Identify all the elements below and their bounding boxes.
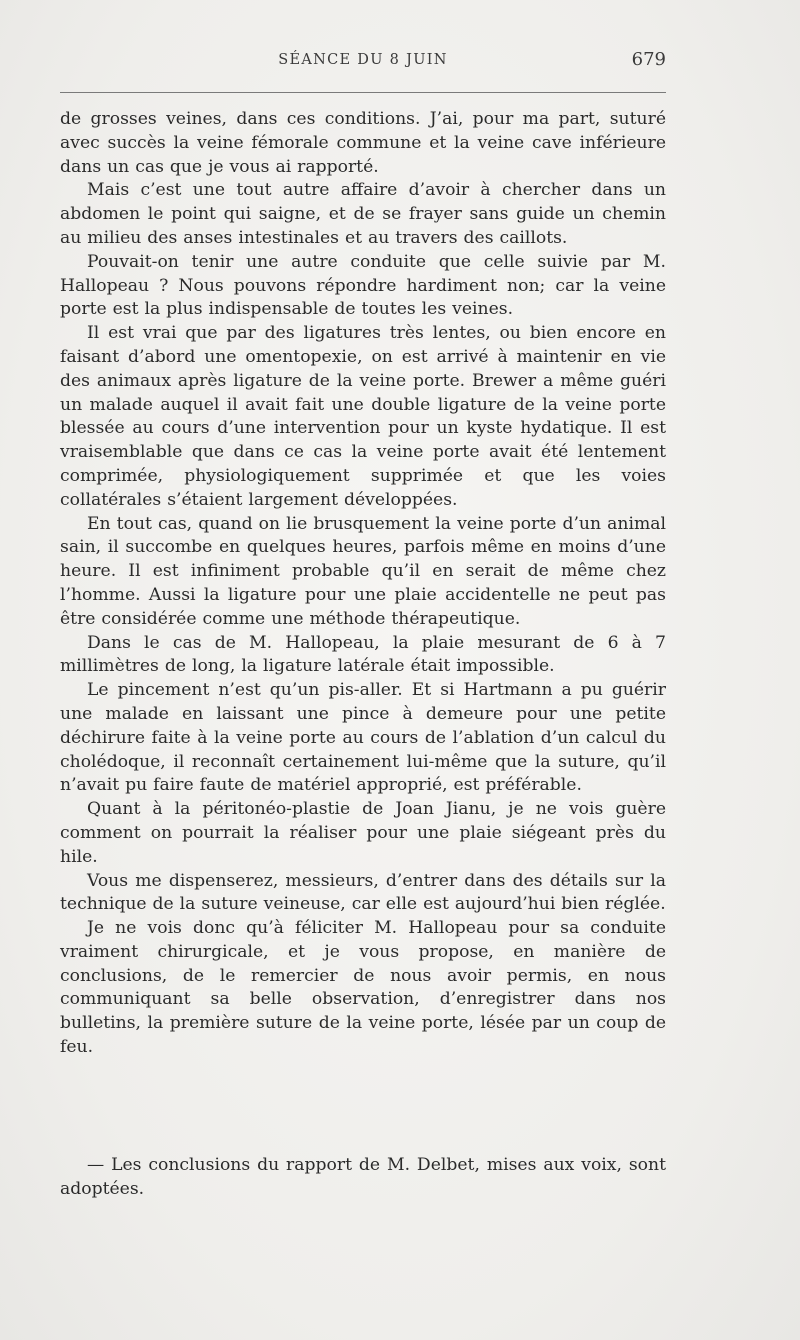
page-number: 679 xyxy=(631,49,666,70)
paragraph-hallopeau-case: Dans le cas de M. Hallopeau, la plaie mesurant de 6 à 7 millimètres de long, la ligature latérale était impossible. xyxy=(60,632,666,677)
paragraph-pincement: Le pincement n’est qu’un pis-aller. Et si Hartmann a pu guérir une malade en laissant une pince à demeure pour une petite déchirure faite à la veine porte au cours de l’ablation d’un calcul du cholédoque, il reconnaît certainement lui-même que la suture, qu’il n’avait pu faire faute de matériel approprié, est préférable. xyxy=(60,680,666,796)
header-rule xyxy=(60,92,666,93)
paragraph-ligatures: Il est vrai que par des ligatures très lentes, ou bien encore en faisant d’abord une omentopexie, on est arrivé à maintenir en vie des animaux après ligature de la veine porte. Brewer a même guéri un malade auquel il avait fait une double ligature de la veine porte blessée au cours d’une intervention pour un kyste hydatique. Il est vraisemblable que dans ce cas la veine porte avait été lentement comprimée, physiologiquement supprimée et que les voies collatérales s’étaient largement développées. xyxy=(60,323,666,510)
paragraph-peritoneo-plastie: Quant à la péritonéo-plastie de Joan Jianu, je ne vois guère comment on pourrait la réaliser pour une plaie siégeant près du hile. xyxy=(60,799,666,867)
page-header xyxy=(60,48,666,78)
paragraph-felicitations: Je ne vois donc qu’à féliciter M. Hallopeau pour sa conduite vraiment chirurgicale, et je vous propose, en manière de conclusions, de le remercier de nous avoir permis, en nous communiquant sa belle observation, d’enregistrer dans nos bulletins, la première suture de la veine porte, lésée par un coup de feu. xyxy=(60,918,666,1058)
paragraph-conduite: Pouvait-on tenir une autre conduite que celle suivie par M. Hallopeau ? Nous pouvons répondre hardiment non; car la veine porte est la plus indispensable de toutes les veines. xyxy=(60,251,666,320)
paragraph-abdomen: Mais c’est une tout autre affaire d’avoir à chercher dans un abdomen le point qui saigne, et de se frayer sans guide un chemin au milieu des anses intestinales et au travers des caillots. xyxy=(60,180,666,248)
body-text xyxy=(60,108,666,1060)
running-title: SÉANCE DU 8 JUIN xyxy=(278,52,448,68)
paragraph-en-tout-cas: En tout cas, quand on lie brusquement la veine porte d’un animal sain, il succombe en quelques heures, parfois même en moins d’une heure. Il est infiniment probable qu’il en serait de même chez l’homme. Aussi la ligature pour une plaie accidentelle ne peut pas être considérée comme une méthode thérapeutique. xyxy=(60,513,666,629)
conclusion-note: — Les conclusions du rapport de M. Delbet, mises aux voix, sont adoptées. xyxy=(60,1155,666,1199)
paragraph-suture-technique: Vous me dispenserez, messieurs, d’entrer dans des détails sur la technique de la suture veineuse, car elle est aujourd’hui bien réglée. xyxy=(60,870,666,915)
paragraph-continuation: de grosses veines, dans ces conditions. J’ai, pour ma part, suturé avec succès la veine fémorale commune et la veine cave inférieure dans un cas que je vous ai rapporté. xyxy=(60,109,666,177)
